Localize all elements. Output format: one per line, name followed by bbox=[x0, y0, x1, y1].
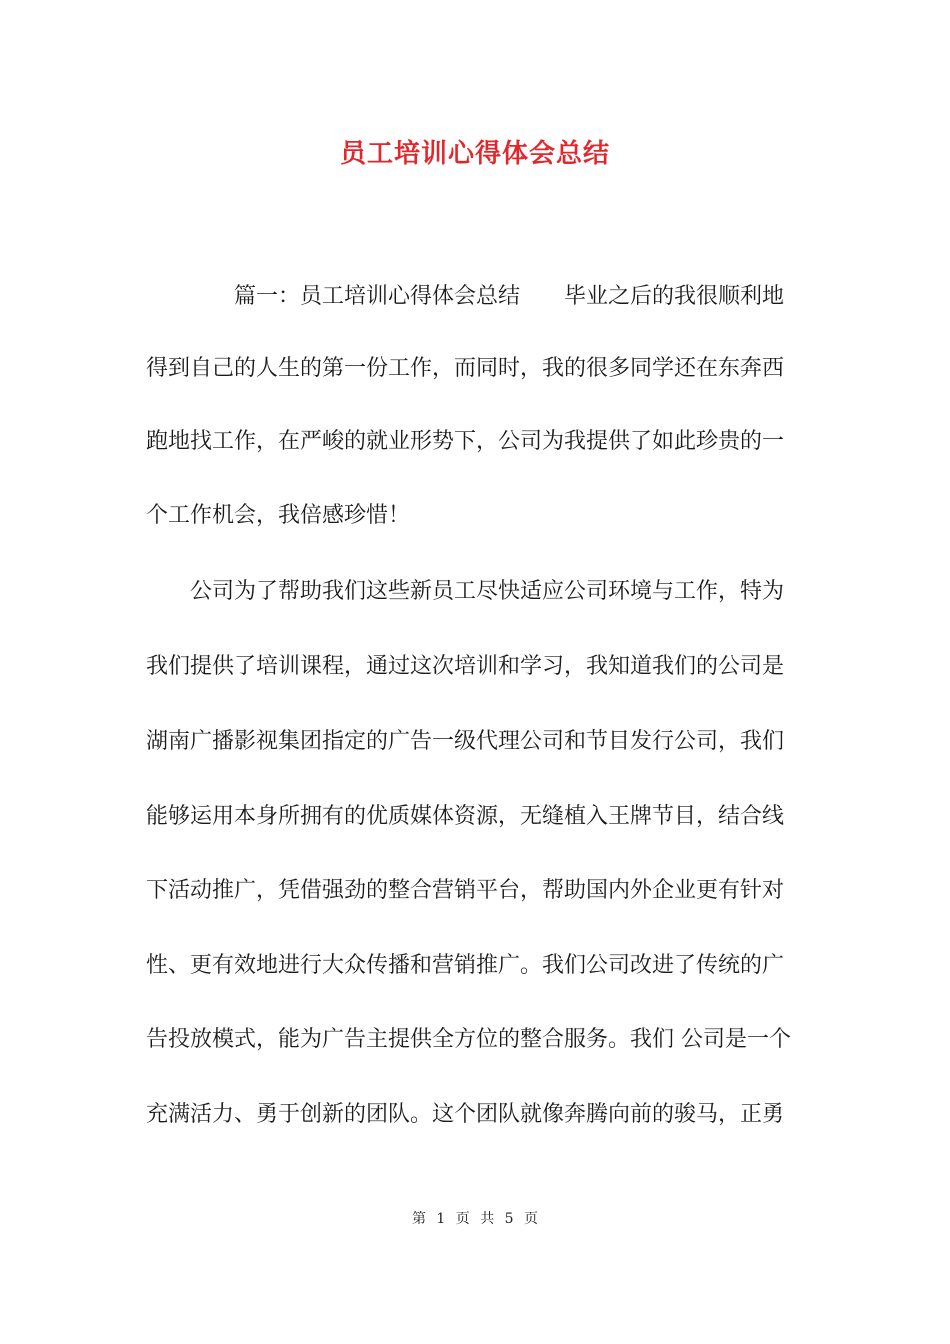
body-line: 湖南广播影视集团指定的广告一级代理公司和节目发行公司，我们 bbox=[146, 729, 785, 754]
body-line: 个工作机会，我倍感珍惜！ bbox=[146, 503, 411, 528]
body-line: 我们提供了培训课程，通过这次培训和学习，我知道我们的公司是 bbox=[146, 654, 785, 679]
body-line: 篇一：员工培训心得体会总结 毕业之后的我很顺利地 bbox=[146, 284, 785, 309]
body-line: 下活动推广，凭借强劲的整合营销平台，帮助国内外企业更有针对 bbox=[146, 878, 785, 903]
document-title: 员工培训心得体会总结 bbox=[339, 139, 610, 169]
body-line: 性、更有效地进行大众传播和营销推广。我们公司改进了传统的广 bbox=[146, 953, 785, 978]
body-line: 公司为了帮助我们这些新员工尽快适应公司环境与工作，特为 bbox=[146, 579, 785, 604]
body-line: 充满活力、勇于创新的团队。这个团队就像奔腾向前的骏马，正勇 bbox=[146, 1102, 785, 1127]
body-line: 跑地找工作，在严峻的就业形势下，公司为我提供了如此珍贵的一 bbox=[146, 429, 785, 454]
body-line: 告投放模式，能为广告主提供全方位的整合服务。我们 公司是一个 bbox=[146, 1027, 791, 1052]
body-line: 得到自己的人生的第一份工作，而同时，我的很多同学还在东奔西 bbox=[146, 356, 785, 381]
body-line: 能够运用本身所拥有的优质媒体资源，无缝植入王牌节目，结合线 bbox=[146, 804, 785, 829]
page-number-footer: 第 1 页 共 5 页 bbox=[411, 1211, 539, 1227]
